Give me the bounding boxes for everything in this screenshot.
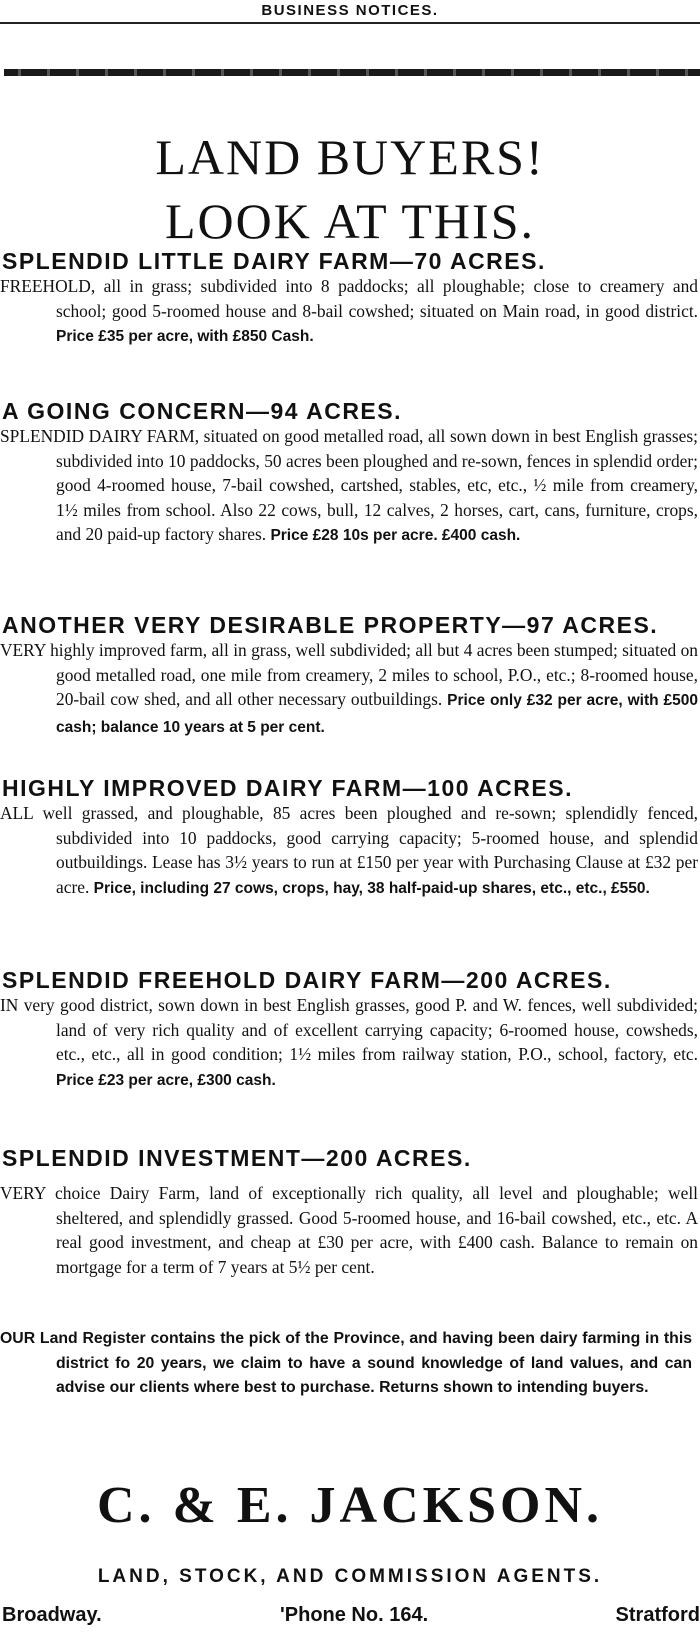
ornamental-rule xyxy=(4,69,700,76)
listing-title: SPLENDID FREEHOLD DAIRY FARM—200 ACRES. xyxy=(2,967,612,993)
header-divider xyxy=(0,22,700,24)
listing-description: ALL well grassed, and ploughable, 85 acres been ploughed and re-sown; splendidly fenced, subdivided into 10 paddocks, good carrying capacity; 5-roomed house, and splendid outbuildings. Lease has 3½ years to run at £150 per year with Purchasing Clause at £32 per acre. xyxy=(0,803,698,897)
listing-body xyxy=(0,638,700,740)
listing-body xyxy=(0,993,700,1093)
listing-description: IN very good district, sown down in best English grasses, good P. and W. fences, well subdivided; land of very rich quality and of excellent carrying capacity; 6-roomed house, cowsheds, etc., etc., all in good condition; 1½ miles from railway station, P.O., school, factory, etc. xyxy=(0,995,698,1065)
address-footer xyxy=(0,1604,700,1632)
firm-name: C. & E. JACKSON. xyxy=(96,1477,604,1534)
listing-body xyxy=(0,801,700,901)
listing xyxy=(0,967,700,1093)
listing xyxy=(0,1145,700,1279)
listing-title: SPLENDID INVESTMENT—200 ACRES. xyxy=(2,1145,472,1171)
listing-description: FREEHOLD, all in grass; subdivided into 8 paddocks; all ploughable; close to creamery and school; good 5-roomed house and 8-bail cowshed; situated on Main road, in good district. xyxy=(0,276,698,321)
listing xyxy=(0,248,700,350)
footer-phone: 'Phone No. 164. xyxy=(280,1604,429,1626)
listing xyxy=(0,612,700,740)
listing-price: Price only £32 per acre, with £500 cash; balance 10 years at 5 per cent. xyxy=(56,692,698,736)
listing-price: Price, including 27 cows, crops, hay, 38 half-paid-up shares, etc., etc., £550. xyxy=(93,879,650,897)
firm-tagline: LAND, STOCK, AND COMMISSION AGENTS. xyxy=(97,1566,603,1587)
headline-line-1: LAND BUYERS! xyxy=(155,129,545,185)
listing-price: Price £23 per acre, £300 cash. xyxy=(56,1071,276,1089)
listing-body xyxy=(0,274,700,350)
listing-description: SPLENDID DAIRY FARM, situated on good metalled road, all sown down in best English grasses; subdivided into 10 paddocks, 50 acres been ploughed and re-sown, fences in splendid order; good 4-roomed house, 7-bail cowshed, cartshed, stables, etc, etc., ½ mile from creamery, 1½ miles from school. Also 22 cows, bull, 12 calves, 2 horses, cart, cans, furniture, crops, and 20 paid-up factory shares. xyxy=(0,426,698,545)
land-register-notice: OUR Land Register contains the pick of the Province, and having been dairy farming in this district fo 20 years, we claim to have a sound knowledge of land values, and can advise our clients where best to purchase. Returns shown to intending buyers. xyxy=(0,1330,692,1397)
section-heading: BUSINESS NOTICES. xyxy=(261,2,439,19)
listing-price: Price £28 10s per acre. £400 cash. xyxy=(270,527,521,545)
listing-title: HIGHLY IMPROVED DAIRY FARM—100 ACRES. xyxy=(2,775,573,801)
page-header xyxy=(0,0,700,22)
listing-body xyxy=(0,1181,700,1279)
headline-line-2: LOOK AT THIS. xyxy=(164,193,536,249)
footer-town: Stratford xyxy=(615,1604,700,1626)
listing-description: VERY highly improved farm, all in grass, well subdivided; all but 4 acres been stumped; situated on good metalled road, one mile from creamery, 2 miles to school, P.O., etc.; 8-roomed house, 20-bail cow shed, and all other necessary outbuildings. xyxy=(0,640,698,710)
listing-title: ANOTHER VERY DESIRABLE PROPERTY—97 ACRES. xyxy=(2,612,659,638)
listing xyxy=(0,775,700,901)
listing xyxy=(0,398,700,549)
listing-description: VERY choice Dairy Farm, land of exceptionally rich quality, all level and ploughable; well sheltered, and splendidly grassed. Good 5-roomed house, and 16-bail cowshed, etc., etc. A real good investment, and cheap at £30 per acre, with £400 cash. Balance to remain on mortgage for a term of 7 years at 5½ per cent. xyxy=(0,1183,698,1277)
listing-title: SPLENDID LITTLE DAIRY FARM—70 ACRES. xyxy=(2,248,546,274)
listing-price: Price £35 per acre, with £850 Cash. xyxy=(56,328,314,346)
listing-body xyxy=(0,424,700,549)
listing-title: A GOING CONCERN—94 ACRES. xyxy=(2,398,403,424)
footer-street: Broadway. xyxy=(2,1604,102,1626)
